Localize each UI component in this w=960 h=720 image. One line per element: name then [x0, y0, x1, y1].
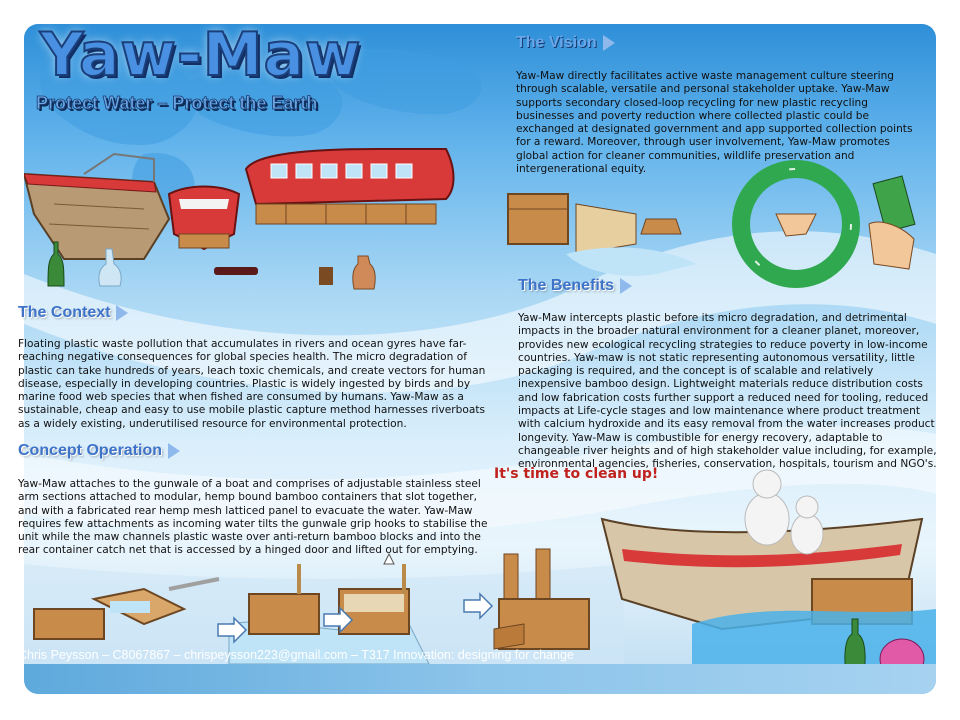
- arrow-right-icon: [116, 305, 128, 321]
- footer-bar: [24, 664, 936, 694]
- boat-illustration-narrowboat: [246, 149, 454, 224]
- poster-title: Yaw-Maw: [40, 20, 362, 90]
- concept-body: Yaw-Maw attaches to the gunwale of a boat and comprises of adjustable stainless steel arm sections attached to modular, hemp bound bamboo containers that slot together, and with a fabricated rear hemp mesh latticed panel to evacuate the water. Yaw-Maw requires few attachments as incoming water tilts the gunwale grip hooks to stabilise the unit while the maw channels plastic waste over anti-return bamboo blocks and into the rear container catch net that is accessed by a hinged door and lifted out for emptying.: [18, 478, 488, 557]
- context-heading-text: The Context: [18, 304, 111, 321]
- vision-heading: [516, 34, 615, 52]
- concept-rear-container: [494, 549, 589, 649]
- collection-point-illustration: [508, 194, 696, 276]
- footer-credit: Chris Peysson – C8067867 – chrispeysson223@gmail.com – T317 Innovation: designing for change: [18, 648, 574, 662]
- boat-with-people-illustration: [602, 470, 936, 694]
- vision-body: Yaw-Maw directly facilitates active waste management culture steering through scalable, versatile and personal stakeholder uptake. Yaw-Maw supports secondary closed-loop recycling for new plastic recycling businesses and poverty reduction where collected plastic could be exchanged at designated government and app supported collection points for a reward. Moreover, through user involvement, Yaw-Maw promotes global action for cleaner communities, wildlife preservation and intergenerational equity.: [516, 70, 913, 176]
- hand-holding-money-illustration: [869, 176, 915, 269]
- call-to-action: It's time to clean up!: [494, 466, 659, 482]
- arrow-right-icon: [168, 443, 180, 459]
- boat-illustration-red-front: [169, 187, 239, 250]
- vision-heading-text: The Vision: [516, 34, 597, 51]
- poster-subtitle: Protect Water – Protect the Earth: [36, 93, 318, 113]
- benefits-heading-text: The Benefits: [518, 277, 615, 294]
- context-heading: [18, 304, 128, 322]
- benefits-body: Yaw-Maw intercepts plastic before its micro degradation, and detrimental impacts in the broader natural environment for a cleaner planet, moreover, provides new ecological recycling strategies to reduce poverty in low-income countries. Yaw-maw is not static representing autonomous versatility, little packaging is required, and the concept is of scalable and relatively inexpensive bamboo design. Lightweight materials reduce distribution costs and low fabrication costs further support a reduced need for tooling, reduced impacts at Life-cycle stages and low maintenance where product treatment with calcium hydroxide and its easy removal from the water increases product longevity. Yaw-Maw is combustible for energy recovery, adaptable to changeable river heights and of high stakeholder value including, for example, environmental agencies, fisheries, conservation, hospitals, tourism and NGO's.: [518, 312, 937, 471]
- concept-heading: [18, 442, 180, 460]
- arrow-right-icon: [603, 35, 615, 51]
- benefits-heading: [518, 277, 632, 295]
- concept-heading-text: Concept Operation: [18, 442, 163, 459]
- arrow-right-icon: [620, 278, 632, 294]
- context-body: Floating plastic waste pollution that accumulates in rivers and ocean gyres have far-reaching negative consequences for global species health. The micro degradation of plastic can take hundreds of years, leach toxic chemicals, and create vectors for human disease, especially in developing countries. Plastic is widely ingested by birds and by marine food web species that when fished are consumed by humans. Yaw-Maw as a sustainable, cheap and easy to use mobile plastic capture method harnesses riverboats as a widely existing, underutilised resource for environmental protection.: [18, 338, 486, 430]
